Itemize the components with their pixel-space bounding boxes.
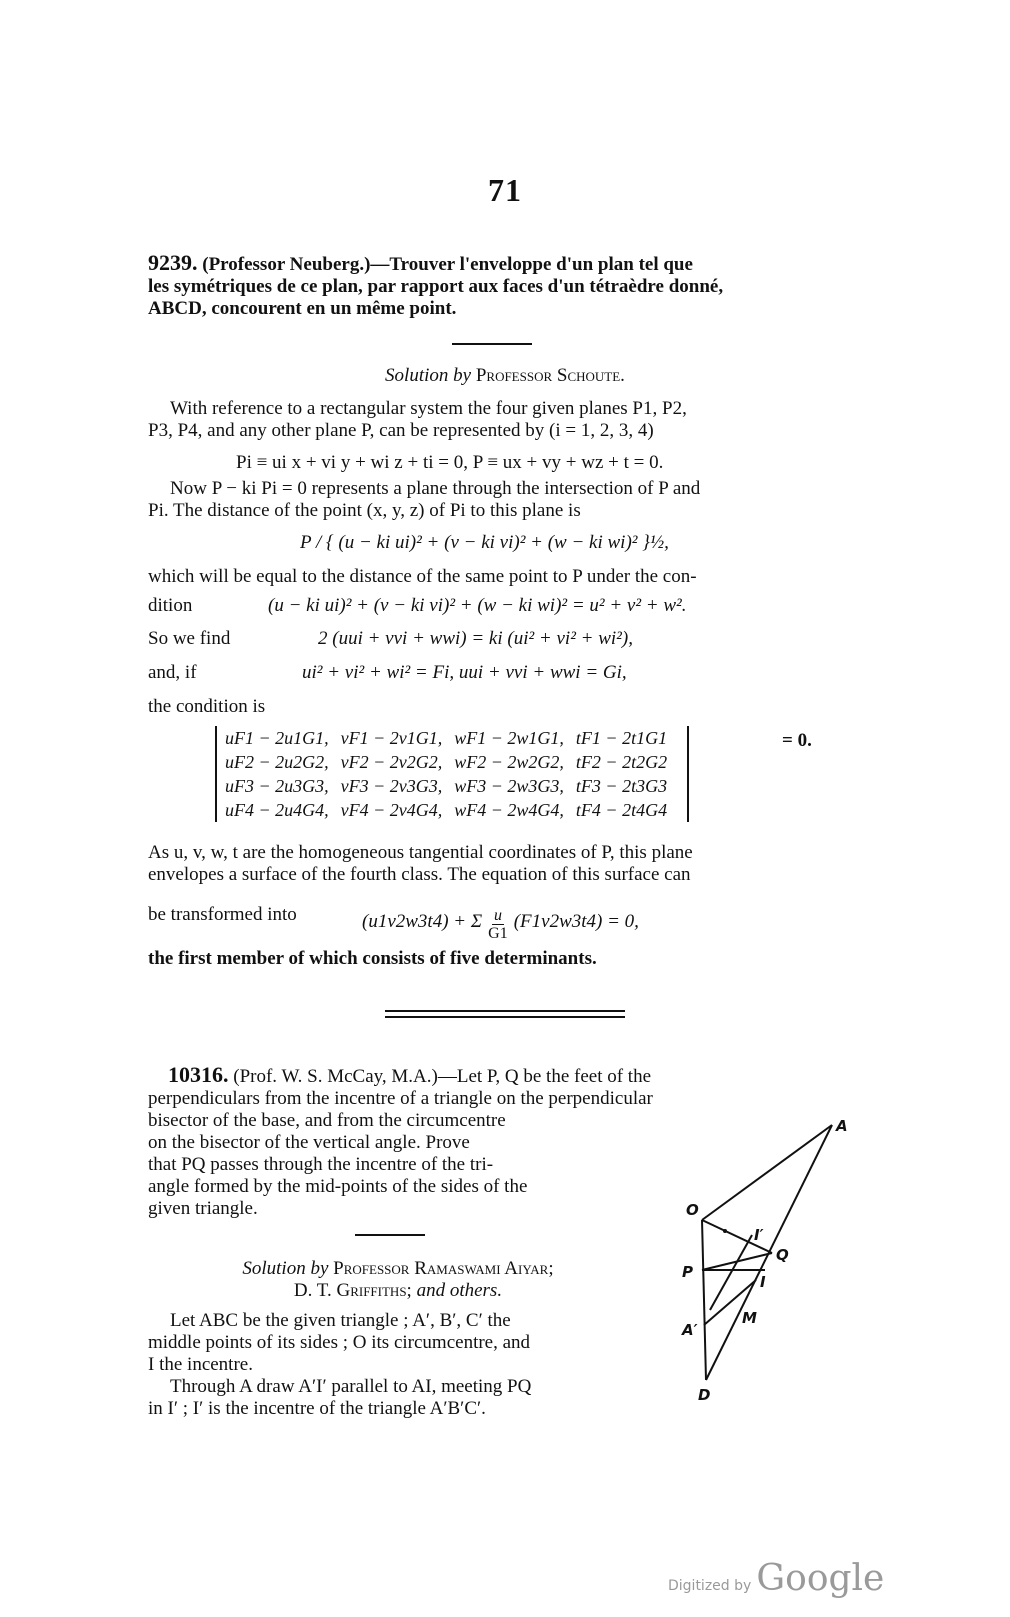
matrix-cell: vF2 − 2v2G2, <box>340 752 443 772</box>
q9239-eq1: Pi ≡ ui x + vi y + wi z + ti = 0, P ≡ ux + vy + wz + t = 0. <box>236 452 664 473</box>
fig-line-OD <box>702 1220 706 1380</box>
matrix-cell: vF4 − 2v4G4, <box>340 800 443 820</box>
eq6-right: (F1v2w3t4) = 0, <box>513 910 639 932</box>
q10316-l6: angle formed by the mid-points of the sides of the <box>148 1176 528 1197</box>
fig-label-P: P <box>682 1263 693 1281</box>
q9239-statement-rest: —Trouver l'enveloppe d'un plan tel que <box>370 254 693 275</box>
q10316-statement-rest: —Let P, Q be the feet of the <box>437 1066 652 1087</box>
matrix-cell: wF4 − 2w4G4, <box>454 800 564 820</box>
q9239-p4-l1: As u, v, w, t are the homogeneous tangential coordinates of P, this plane <box>148 842 693 863</box>
q10316-l7: given triangle. <box>148 1198 258 1219</box>
solution-heading-name: Professor Schoute. <box>475 365 625 386</box>
q9239-condition-label: the condition is <box>148 696 266 717</box>
q10316-l3: bisector of the base, and from the circumcentre <box>148 1110 506 1131</box>
q9239-para2 <box>148 478 868 522</box>
matrix-cell: wF1 − 2w1G1, <box>454 728 564 748</box>
q9239-p1-l2: P3, P4, and any other plane P, can be represented by (i = 1, 2, 3, 4) <box>148 420 654 441</box>
matrix-cell: uF4 − 2u4G4, <box>225 800 329 820</box>
matrix-cell: wF3 − 2w3G3, <box>454 776 564 796</box>
matrix-row <box>225 750 679 774</box>
q9239-para4 <box>148 842 868 886</box>
solution2-prefix: Solution by <box>242 1258 329 1279</box>
q10316-s-l4: Through A draw A′I′ parallel to AI, meeting PQ <box>170 1376 532 1397</box>
q10316-author: (Prof. W. S. McCay, M.A.) <box>233 1066 438 1087</box>
matrix-row <box>225 726 679 750</box>
q9239-eq5: ui² + vi² + wi² = Fi, uui + vvi + wwi = Gi, <box>302 662 627 683</box>
page-number: 71 <box>488 172 522 208</box>
fig-label-D: D <box>698 1386 711 1404</box>
matrix-cell: uF2 − 2u2G2, <box>225 752 329 772</box>
fig-label-Iprime: I′ <box>754 1226 764 1244</box>
matrix-row <box>225 774 679 798</box>
matrix-cell: tF2 − 2t2G2 <box>575 752 668 772</box>
solution2-line2-rest: and others. <box>416 1280 503 1301</box>
fig-label-A: A <box>836 1117 848 1135</box>
matrix-cell: uF3 − 2u3G3, <box>225 776 329 796</box>
q9239-p4-l2: envelopes a surface of the fourth class. The equation of this surface can <box>148 864 691 885</box>
fig-label-Aprime: A′ <box>682 1321 698 1339</box>
matrix-equals-zero: = 0. <box>782 730 812 751</box>
double-rule-top <box>385 1010 625 1012</box>
q9239-p1-l1: With reference to a rectangular system the four given planes P1, P2, <box>170 398 687 419</box>
divider-short-2 <box>355 1234 425 1236</box>
q9239-solution-heading <box>0 365 1010 387</box>
fig-label-O: O <box>686 1201 699 1219</box>
q9239-dition-label: dition <box>148 595 193 616</box>
q10316-s-l3: I the incentre. <box>148 1354 253 1375</box>
solution2-name: Professor Ramaswami Aiyar; <box>333 1258 554 1279</box>
q9239-andif-label: and, if <box>148 662 197 683</box>
q10316-s-l2: middle points of its sides ; O its circumcentre, and <box>148 1332 531 1353</box>
q9239-para1 <box>148 398 868 442</box>
matrix-cell: tF4 − 2t4G4 <box>575 800 668 820</box>
divider-short <box>452 343 532 345</box>
solution2-line2-name: D. T. Griffiths; <box>293 1280 412 1301</box>
fig-point-dot <box>723 1229 727 1233</box>
q10316-s-l5: in I′ ; I′ is the incentre of the triangle A′B′C′. <box>148 1398 486 1419</box>
q9239-eq2: P / { (u − ki ui)² + (v − ki vi)² + (w − ki wi)² }½, <box>300 532 669 553</box>
matrix-cell: vF1 − 2v1G1, <box>340 728 443 748</box>
eq6-left: (u1v2w3t4) + Σ <box>362 910 483 932</box>
q10316-solution-body <box>148 1310 653 1420</box>
q9239-p3-l1: which will be equal to the distance of the same point to P under the con- <box>148 566 697 587</box>
matrix-table <box>225 726 679 822</box>
fig-label-I: I <box>760 1273 766 1291</box>
digitized-watermark <box>668 1558 884 1599</box>
fig-line-AO <box>702 1125 832 1220</box>
q9239-p2-l1: Now P − ki Pi = 0 represents a plane through the intersection of P and <box>170 478 701 499</box>
q9239-eq3: (u − ki ui)² + (v − ki vi)² + (w − ki wi)² = u² + v² + w². <box>268 595 687 616</box>
q9239-sowefind-label: So we find <box>148 628 231 649</box>
fig-label-Q: Q <box>776 1246 789 1264</box>
matrix-cell: uF1 − 2u1G1, <box>225 728 329 748</box>
q9239-author: (Professor Neuberg.) <box>202 254 371 275</box>
q9239-statement <box>148 252 858 320</box>
q9239-line2: les symétriques de ce plan, par rapport aux faces d'un tétraèdre donné, <box>148 276 724 297</box>
q10316-s-l1: Let ABC be the given triangle ; A′, B′, C′ the <box>170 1310 511 1331</box>
eq6-denominator: G1 <box>488 925 508 942</box>
q9239-number: 9239. <box>148 250 198 275</box>
q10316-solution-heading <box>148 1258 648 1302</box>
determinant-matrix <box>215 726 689 822</box>
matrix-cell: wF2 − 2w2G2, <box>454 752 564 772</box>
matrix-cell: tF3 − 2t3G3 <box>575 776 668 796</box>
q10316-l5: that PQ passes through the incentre of the tri- <box>148 1154 494 1175</box>
watermark-prefix: Digitized by <box>668 1578 752 1594</box>
q10316-l4: on the bisector of the vertical angle. Prove <box>148 1132 470 1153</box>
q9239-p2-l2: Pi. The distance of the point (x, y, z) of Pi to this plane is <box>148 500 581 521</box>
q10316-l2: perpendiculars from the incentre of a triangle on the perpendicular <box>148 1088 653 1109</box>
fig-label-M: M <box>742 1309 757 1327</box>
matrix-row <box>225 798 679 822</box>
q9239-para3 <box>148 566 868 588</box>
triangle-figure <box>680 1115 880 1405</box>
q9239-eq6 <box>362 904 639 942</box>
eq6-numerator: u <box>493 907 502 924</box>
q10316-number: 10316. <box>168 1062 229 1087</box>
double-rule-bottom <box>385 1016 625 1018</box>
eq6-fraction <box>488 908 508 943</box>
matrix-cell: vF3 − 2v3G3, <box>340 776 443 796</box>
solution-heading-prefix: Solution by <box>385 365 472 386</box>
google-logo: Google <box>756 1558 885 1599</box>
q9239-para5: the first member of which consists of five determinants. <box>148 948 597 969</box>
q9239-transformed-label: be transformed into <box>148 904 297 925</box>
q9239-eq4: 2 (uui + vvi + wwi) = ki (ui² + vi² + wi²), <box>318 628 633 649</box>
q9239-line3: ABCD, concourent en un même point. <box>148 298 457 319</box>
matrix-cell: tF1 − 2t1G1 <box>575 728 668 748</box>
